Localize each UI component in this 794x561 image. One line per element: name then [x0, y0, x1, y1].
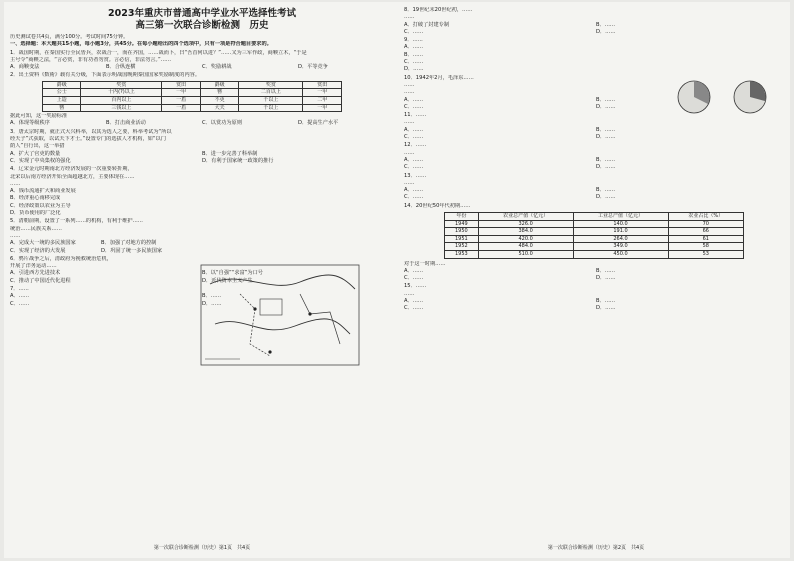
option: B．经济重心南移完成 [10, 195, 61, 202]
option: C．…… [404, 28, 424, 35]
question-5: 5．清朝前期，设置了一系列……的机构，有利于维护…… 统治……民族关系…… …… A．完成大一统的多民族国家 B．加强了对地方的控制 C．实现了经济的大发展 D．巩固了统一多民族国家 [10, 218, 192, 254]
question-7: 7．…… A．…… B．…… C．…… D．…… [10, 286, 394, 308]
option: B．…… [596, 298, 616, 305]
option: C．…… [404, 164, 424, 171]
option: B．…… [596, 187, 616, 194]
option: C．…… [404, 103, 424, 110]
option: A．…… [404, 96, 424, 103]
option: D．…… [596, 305, 616, 312]
option: A．…… [404, 126, 424, 133]
option: B．…… [596, 126, 616, 133]
option: D．…… [596, 103, 616, 110]
question-9: 9．…… A．…… B．…… C．…… D．…… [404, 37, 586, 73]
option: D．…… [202, 300, 222, 307]
option: A．引进西方先进技术 [10, 270, 61, 277]
option: D．有利于国家统一政策的推行 [202, 157, 274, 164]
option: A．…… [404, 44, 424, 51]
option: C．…… [404, 305, 424, 312]
question-15: 15．…… …… A．…… B．…… C．…… D．…… [404, 283, 788, 312]
option: C．…… [404, 275, 424, 282]
table-row: 1950 384.0 191.0 66 [445, 228, 744, 236]
option: A．…… [404, 156, 424, 163]
table-row: 簪 三钱以上 一盾 大夫 千以上 一甲 [43, 104, 342, 112]
option: A．扩大了官吏的数量 [10, 150, 61, 157]
exam-note: 历史测试卷共4页，满分100分。考试时间75分钟。 [10, 34, 129, 40]
question-1: 1．战国时期，在秦国实行全民皆兵，农战合一，而在齐国，……战而卜，曰“吾首何以进？”……又为三军作政，商鞅立木，“于是 主号令“商鞅之法，“言必赏，非有功者勿赏。言必信，非法勿言。”…… A．商鞅变法 B．合纵连横 C．奖励耕战 D．平等竞争 [10, 50, 394, 72]
question-2: 2．出土资料《数術》载有关分级，下面表示明战国晚期秦国国家奖励制度的内容。 爵级 奖赏 赏田 爵级 奖赏 赏田 公士 十内(?)以上 一甲 簪 二百以上 一甲 上造 百内以上 一盾 不更 千以上 二甲 簪 三钱以上 一盾 大夫 千以上 一甲 据此可知，这一奖励标准 A．体现等级秩序 B．打击商业活动 C．以赏功为原则 D．提高生产水平 [10, 72, 394, 127]
option: D．平等竞争 [298, 64, 328, 71]
table-row: 1949 326.0 140.0 70 [445, 220, 744, 228]
option: C．推动了中国近代化进程 [10, 277, 71, 284]
output-table: 年份 农业总产值（亿元） 工业总产值（亿元） 农业占比（%） 1949 326.0 140.0 70 1950 384.0 191.0 66 1951 420.0 264.0 61 1952 484.0 349.0 58 1953 510.0 450.0 53 [444, 212, 744, 259]
reward-table: 爵级 奖赏 赏田 爵级 奖赏 赏田 公士 十内(?)以上 一甲 簪 二百以上 一甲 上造 百内以上 一盾 不更 千以上 二甲 簪 三钱以上 一盾 大夫 千以上 一甲 [42, 81, 342, 112]
page-footer-left: 第一次联合诊断检测（历史）第1页 共4页 [153, 544, 251, 551]
option: C．…… [404, 59, 424, 66]
section-heading: 一、选择题：本大题共15小题，每小题3分，共45分。在每小题给出的四个选项中，只有一项是符合题目要求的。 [10, 41, 272, 48]
exam-sheet [4, 2, 790, 558]
option: A．…… [404, 267, 424, 274]
option: D．…… [596, 134, 616, 141]
option: D．提高生产水平 [298, 120, 339, 127]
table-row: 1953 510.0 450.0 53 [445, 250, 744, 258]
option: C．实现了中央集权的强化 [10, 157, 71, 164]
question-8: 8．19世纪末20世纪初，…… …… A．打破了封建专制 B．…… C．…… D．…… [404, 7, 788, 36]
option: B．…… [596, 267, 616, 274]
option: C．奖励耕战 [202, 64, 232, 71]
right-page [404, 6, 788, 554]
option: D．…… [596, 164, 616, 171]
left-page [10, 6, 394, 554]
option: B．…… [596, 156, 616, 163]
table-row: 公士 十内(?)以上 一甲 簪 二百以上 一甲 [43, 89, 342, 97]
question-14: 14．20世纪50年代初期…… 年份 农业总产值（亿元） 工业总产值（亿元） 农业占比（%） 1949 326.0 140.0 70 1950 384.0 191.0 66 1951 420.0 264.0 61 1952 484.0 349.0 58 1953 510.0 450.0 53 对于这一时期…… A．…… B．…… C．…… D．…… [404, 203, 788, 283]
option: B．合纵连横 [106, 64, 136, 71]
option: B．加强了对地方的控制 [101, 240, 157, 247]
option: B．…… [596, 96, 616, 103]
option: D．…… [596, 28, 616, 35]
table-row: 1951 420.0 264.0 61 [445, 235, 744, 243]
option: D．…… [596, 194, 616, 201]
question-3: 3．唐太宗时期，就正式大兴科举，以其为选人之要，科举考试为“所以 经天子”式获取，以试天下才士。”设置专门的选拔人才机构，如“以门 荫人”自行出，这一举措 A．扩大了官吏的数量 B．进一步完善了科举制 C．实现了中央集权的强化 D．有利于国家统一政策的推行 [10, 129, 394, 165]
option: B．以“自强”“求富”为口号 [202, 270, 263, 277]
option: B．…… [202, 293, 222, 300]
question-13: 13．…… …… A．…… B．…… C．…… D．…… [404, 173, 788, 202]
option: C．…… [10, 300, 30, 307]
option: D．巩固了统一多民族国家 [101, 247, 163, 254]
map-figure [200, 264, 360, 366]
option: C．…… [404, 134, 424, 141]
question-11: 11．…… …… A．…… B．…… C．…… D．…… [404, 112, 788, 141]
table-row: 上造 百内以上 一盾 不更 千以上 二甲 [43, 96, 342, 104]
option: A．钱币流通扩大和商业发展 [10, 188, 76, 195]
table-row: 1952 484.0 349.0 58 [445, 243, 744, 251]
question-6: 6．鸦片战争之后，清政府为挽救统治危机， 开展了洋务运动…… A．引进西方先进技术 B．以“自强”“求富”为口号 C．推动了中国近代化进程 D．近代资本主义产生 [10, 256, 394, 285]
option: A．…… [10, 293, 30, 300]
option: D．…… [596, 275, 616, 282]
option: D．…… [404, 66, 424, 73]
question-4: 4．辽宋金元时期南北方经济发展的一次重要转折期， 北宋以后南方经济开始全面超越北方，主要体现在…… …… A．钱币流通扩大和商业发展 B．经济重心南移完成 C．经济政策以农业为主导 D．货币使用的广泛化 [10, 166, 192, 217]
option: A．完成大一统的多民族国家 [10, 240, 76, 247]
option: A．…… [404, 298, 424, 305]
option: A．打破了封建专制 [404, 21, 450, 28]
option: A．…… [404, 187, 424, 194]
option: D．近代资本主义产生 [202, 277, 253, 284]
question-10: 10．1942年2月，毛泽东…… …… …… A．…… B．…… C．…… D．…… [404, 75, 788, 111]
option: C．…… [404, 194, 424, 201]
option: B．…… [404, 51, 424, 58]
option: D．货币使用的广泛化 [10, 210, 61, 217]
option: C．经济政策以农业为主导 [10, 202, 71, 209]
page-footer-right: 第一次联合诊断检测（历史）第2页 共4页 [547, 544, 645, 551]
question-12: 12．…… …… A．…… B．…… C．…… D．…… [404, 142, 788, 171]
option: B．进一步完善了科举制 [202, 150, 258, 157]
option: B．打击商业活动 [106, 120, 146, 127]
option: C．以赏功为原则 [202, 120, 242, 127]
option: C．实现了经济的大发展 [10, 247, 66, 254]
exam-title: 2023年重庆市普通高中学业水平选择性考试 [108, 8, 296, 19]
option: A．商鞅变法 [10, 64, 40, 71]
exam-subtitle: 高三第一次联合诊断检测 历史 [135, 20, 269, 31]
option: A．体现等级秩序 [10, 120, 50, 127]
pie-figures [672, 77, 782, 117]
option: B．…… [596, 21, 616, 28]
